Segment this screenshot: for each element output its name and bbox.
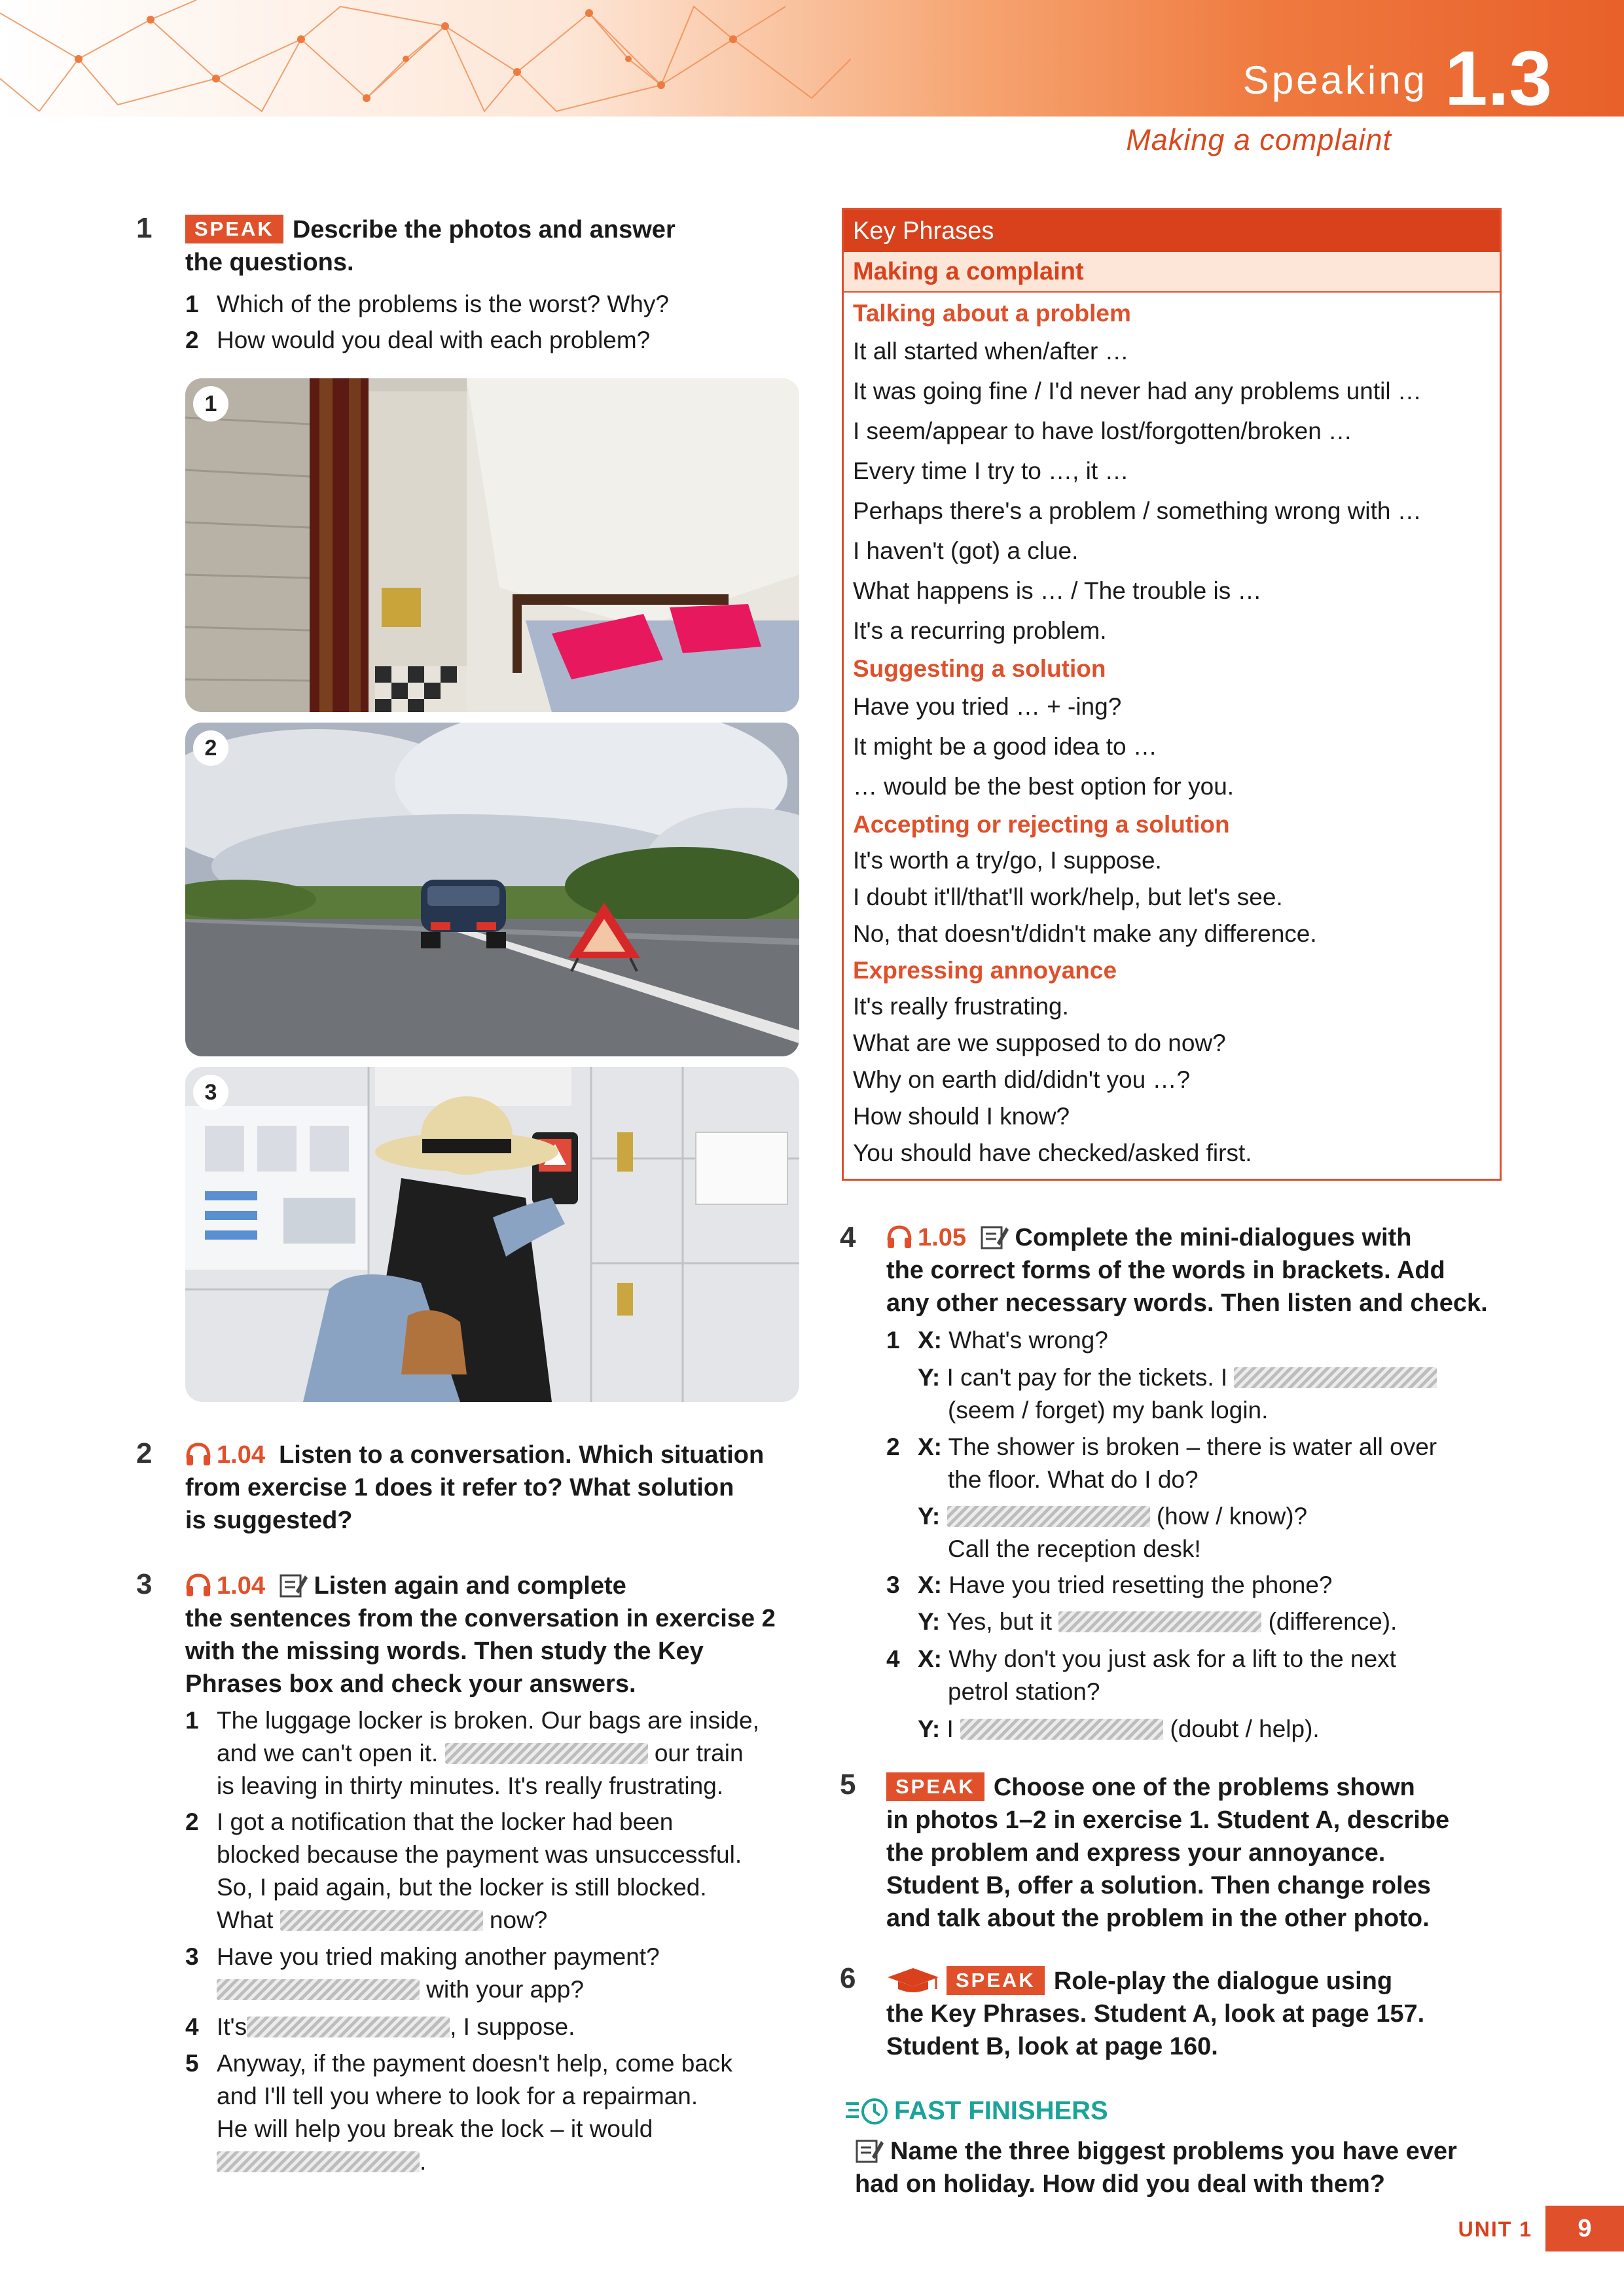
key-phrase: What are we supposed to do now? — [853, 1030, 1226, 1056]
headphones-icon[interactable] — [886, 1225, 912, 1248]
dialogue-4: 4 X: Why don't you just ask for a lift to the next petrol station? — [886, 1645, 1396, 1705]
photo-number-2: 2 — [193, 730, 228, 766]
dialogue-2: 2 X: The shower is broken – there is water all over the floor. What do I do? — [886, 1433, 1437, 1493]
key-phrase: No, that doesn't/didn't make any difference. — [853, 920, 1317, 947]
key-phrase: You should have checked/asked first. — [853, 1139, 1252, 1166]
graduation-cap-icon — [886, 1965, 940, 1994]
exercise-3-item: 5 Anyway, if the payment doesn't help, come back and I'll tell you where to look for a repairman. He will help you break the lock – it would . — [185, 2050, 732, 2175]
key-phrase: How should I know? — [853, 1103, 1070, 1130]
exercise-2-instructions: 1.04 Listen to a conversation. Which situation from exercise 1 does it refer to? What solution is suggested? — [185, 1441, 765, 1534]
phrase-category: Suggesting a solution — [853, 655, 1106, 682]
key-phrase: Why on earth did/didn't you …? — [853, 1066, 1191, 1093]
dialogue-3: 3 X: Have you tried resetting the phone? — [886, 1571, 1333, 1598]
answer-gap[interactable] — [947, 1506, 1150, 1527]
photo-bedroom — [185, 378, 799, 712]
section-number: 1.3 — [1444, 35, 1552, 122]
photo-broken-down-car — [185, 723, 799, 1056]
exercise-3-number: 3 — [136, 1568, 153, 1600]
pencil-note-icon — [980, 1223, 1009, 1249]
exercise-4-instructions: 1.05 Complete the mini-dialogues with the correct forms of the words in brackets. Add any other necessary words. Then listen and check. — [886, 1224, 1488, 1317]
exercise-6-number: 6 — [840, 1962, 856, 1994]
answer-gap[interactable] — [217, 1979, 420, 2000]
key-phrase: Have you tried … + -ing? — [853, 693, 1122, 720]
exercise-1-question: 1 Which of the problems is the worst? Why? — [185, 291, 669, 317]
speak-badge: SPEAK — [947, 1966, 1045, 1995]
exercise-3-item: 1 The luggage locker is broken. Our bags are inside, and we can't open it. our train is leaving in thirty minutes. It's really frustrating. — [185, 1707, 759, 1799]
key-phrase: … would be the best option for you. — [853, 773, 1235, 800]
phrase-category: Talking about a problem — [853, 300, 1131, 327]
answer-gap[interactable] — [1058, 1611, 1261, 1632]
fast-finishers-task: Name the three biggest problems you have ever had on holiday. How did you deal with them? — [855, 2138, 1457, 2198]
key-phrase: I doubt it'll/that'll work/help, but let's see. — [853, 884, 1283, 910]
exercise-1-instructions: SPEAK Describe the photos and answer the questions. — [185, 216, 676, 276]
dialogue-2-reply: Y: (how / know)? Call the reception desk! — [918, 1503, 1308, 1562]
headphones-icon[interactable] — [185, 1442, 211, 1465]
exercise-4-number: 4 — [840, 1221, 856, 1253]
key-phrase: It's really frustrating. — [853, 993, 1069, 1020]
photo-number-3: 3 — [193, 1075, 228, 1110]
dialogue-1: 1 X: What's wrong? — [886, 1327, 1108, 1354]
key-phrases-box — [842, 208, 1502, 1181]
dialogue-4-reply: Y: I (doubt / help). — [918, 1715, 1320, 1742]
audio-track-number[interactable]: 1.05 — [918, 1224, 966, 1251]
key-phrase: It was going fine / I'd never had any problems until … — [853, 378, 1422, 404]
phrase-category: Accepting or rejecting a solution — [853, 811, 1230, 838]
page-subtitle: Making a complaint — [1126, 123, 1392, 156]
exercise-5-instructions: SPEAK Choose one of the problems shown in photos 1–2 in exercise 1. Student A, describe the problem and express your annoyance. Student B, offer a solution. Then change roles and talk about the problem in the other photo. — [886, 1774, 1450, 1932]
key-phrase: I haven't (got) a clue. — [853, 537, 1079, 564]
key-phrase: I seem/appear to have lost/forgotten/broken … — [853, 418, 1353, 444]
network-pattern-decoration — [0, 0, 851, 117]
key-phrases-list — [844, 293, 1500, 1172]
answer-gap[interactable] — [247, 2017, 450, 2037]
key-phrase: It's a recurring problem. — [853, 617, 1107, 644]
audio-track-number[interactable]: 1.04 — [217, 1441, 265, 1469]
stopwatch-icon — [844, 2094, 890, 2126]
pencil-note-icon — [855, 2137, 884, 2163]
exercise-5-number: 5 — [840, 1768, 856, 1801]
speak-badge: SPEAK — [886, 1772, 984, 1801]
key-phrase: Every time I try to …, it … — [853, 457, 1129, 484]
exercise-2-number: 2 — [136, 1437, 153, 1469]
answer-gap[interactable] — [1234, 1367, 1437, 1388]
key-phrase: It all started when/after … — [853, 338, 1129, 365]
exercise-3-instructions: 1.04 Listen again and complete the sentences from the conversation in exercise 2 with the missing words. Then study the Key Phrases box and check your answers. — [185, 1572, 776, 1698]
page-number: 9 — [1545, 2206, 1624, 2251]
section-label: Speaking — [1242, 58, 1428, 102]
key-phrase: What happens is … / The trouble is … — [853, 577, 1262, 604]
exercise-1-question: 2 How would you deal with each problem? — [185, 327, 651, 353]
key-phrase: Perhaps there's a problem / something wrong with … — [853, 497, 1422, 524]
dialogue-1-reply: Y: I can't pay for the tickets. I (seem / forget) my bank login. — [918, 1361, 1533, 1427]
key-phrase: It's worth a try/go, I suppose. — [853, 847, 1162, 874]
key-phrases-title: Key Phrases — [844, 210, 1500, 252]
audio-track-number[interactable]: 1.04 — [217, 1572, 265, 1600]
answer-gap[interactable] — [445, 1743, 648, 1764]
headphones-icon[interactable] — [185, 1573, 211, 1596]
fast-finishers-heading: FAST FINISHERS — [844, 2094, 1108, 2126]
photo-luggage-locker — [185, 1067, 799, 1402]
exercise-3-item: 2 I got a notification that the locker had been blocked because the payment was unsuccessful. So, I paid again, but the locker is still blocked. What now? — [185, 1808, 742, 1933]
speak-badge: SPEAK — [185, 215, 283, 243]
dialogue-3-reply: Y: Yes, but it (difference). — [918, 1608, 1398, 1635]
key-phrase: It might be a good idea to … — [853, 733, 1157, 760]
answer-gap[interactable] — [217, 2151, 420, 2172]
answer-gap[interactable] — [960, 1719, 1163, 1740]
key-phrases-subtitle: Making a complaint — [844, 252, 1500, 293]
pencil-note-icon — [279, 1571, 308, 1598]
exercise-3-item: 3 Have you tried making another payment? with your app? — [185, 1943, 660, 2003]
answer-gap[interactable] — [280, 1910, 483, 1931]
phrase-category: Expressing annoyance — [853, 957, 1117, 984]
exercise-3-item: 4 It's , I suppose. — [185, 2013, 575, 2040]
unit-label: UNIT 1 — [1458, 2217, 1532, 2241]
exercise-6-instructions: SPEAK Role-play the dialogue using the Key Phrases. Student A, look at page 157. Student B, look at page 160. — [886, 1965, 1541, 2063]
exercise-1-number: 1 — [136, 212, 153, 244]
photo-number-1: 1 — [193, 386, 228, 422]
